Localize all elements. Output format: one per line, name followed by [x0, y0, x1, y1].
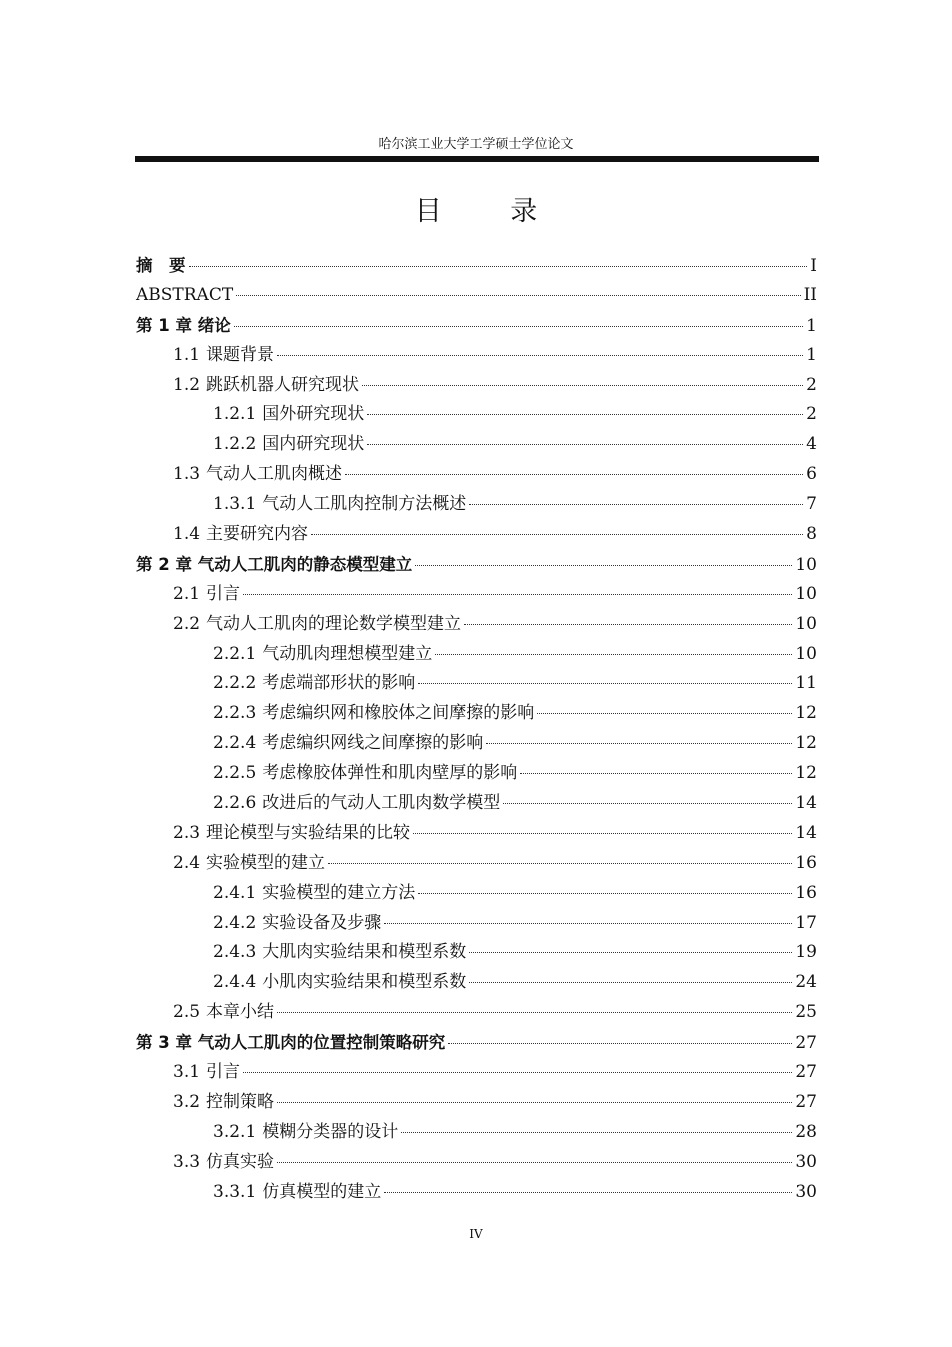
page-number: IV: [469, 1227, 483, 1241]
toc-entry: [136, 1028, 817, 1058]
toc-entry-number: 第 3 章: [136, 1033, 192, 1053]
toc-leader-dots: [311, 534, 803, 535]
toc-entry-page: 24: [795, 972, 817, 993]
toc-entry-page: 10: [795, 643, 817, 664]
toc-entry-text: 气动人工肌肉概述: [206, 464, 343, 485]
toc-entry-text: 主要研究内容: [206, 524, 309, 545]
toc-entry-number: 2.2.1: [213, 643, 257, 664]
toc-leader-dots: [384, 923, 792, 924]
toc-entry-page: 14: [795, 793, 817, 814]
toc-leader-dots: [243, 594, 792, 595]
toc-entry-page: 10: [795, 613, 817, 634]
toc-entry: [136, 1058, 817, 1088]
toc-entry-number: 2.2.5: [213, 763, 257, 784]
toc-entry-number: 第 1 章: [136, 315, 192, 335]
toc-leader-dots: [503, 803, 792, 804]
toc-entry-number: 3.2: [173, 1091, 201, 1112]
toc-leader-dots: [367, 444, 803, 445]
toc-entry-number: 2.2.4: [213, 733, 257, 754]
toc-entry-page: 25: [795, 1002, 817, 1023]
toc-entry-number: 2.2.3: [213, 703, 257, 724]
toc-leader-dots: [367, 414, 803, 415]
toc-entry: [136, 251, 817, 281]
toc-entry-number: 1.4: [173, 524, 201, 545]
toc-entry-title: [173, 998, 274, 1028]
toc-entry-title: [213, 909, 381, 939]
toc-entry-title: [213, 430, 364, 460]
toc-entry-text: 气动人工肌肉的静态模型建立: [197, 554, 413, 574]
toc-entry-text: 大肌肉实验结果和模型系数: [262, 942, 467, 963]
toc-entry-page: 7: [806, 494, 817, 515]
toc-entry-page: 8: [806, 524, 817, 545]
toc-entry-title: [213, 699, 534, 729]
toc-leader-dots: [243, 1072, 792, 1073]
toc-leader-dots: [418, 893, 792, 894]
toc-leader-dots: [236, 295, 800, 296]
table-of-contents: [136, 251, 817, 1208]
toc-entry-page: 19: [795, 942, 817, 963]
toc-entry: [136, 281, 817, 311]
toc-entry-number: 2.4.1: [213, 882, 257, 903]
toc-entry-page: I: [810, 256, 817, 276]
toc-entry-text: 实验设备及步骤: [262, 912, 382, 933]
toc-leader-dots: [418, 683, 792, 684]
toc-entry-text: 气动人工肌肉的理论数学模型建立: [206, 613, 462, 634]
toc-entry-page: 14: [795, 822, 817, 843]
toc-entry: [136, 968, 817, 998]
toc-entry: [136, 909, 817, 939]
toc-entry: [136, 819, 817, 849]
toc-entry-text: 跳跃机器人研究现状: [206, 374, 360, 395]
toc-entry-title: [173, 849, 325, 879]
toc-entry-title: [173, 819, 410, 849]
toc-entry: [136, 341, 817, 371]
toc-entry-page: 6: [806, 464, 817, 485]
toc-leader-dots: [469, 952, 792, 953]
toc-entry: [136, 729, 817, 759]
toc-entry-page: 28: [795, 1121, 817, 1142]
toc-entry-title: [173, 460, 342, 490]
toc-entry-number: 3.1: [173, 1062, 201, 1083]
toc-leader-dots: [277, 355, 803, 356]
toc-entry-title: [213, 1118, 398, 1148]
toc-entry-title: [213, 789, 500, 819]
toc-entry-page: 12: [795, 763, 817, 784]
toc-entry-text: 模糊分类器的设计: [262, 1121, 399, 1142]
toc-leader-dots: [469, 982, 792, 983]
toc-entry-text: 仿真实验: [206, 1151, 275, 1172]
toc-leader-dots: [413, 833, 792, 834]
toc-entry-page: 27: [795, 1033, 817, 1054]
toc-entry-title: [173, 341, 274, 371]
toc-entry-text: 考虑编织网线之间摩擦的影响: [262, 733, 484, 754]
toc-entry-title: [173, 371, 359, 401]
toc-entry-page: 16: [795, 852, 817, 873]
toc-entry-number: 3.2.1: [213, 1121, 257, 1142]
toc-entry-text: 小肌肉实验结果和模型系数: [262, 972, 467, 993]
toc-entry: [136, 400, 817, 430]
toc-entry-title: [213, 968, 466, 998]
toc-entry-title: [136, 281, 233, 311]
toc-entry-title: [213, 879, 415, 909]
toc-leader-dots: [401, 1132, 792, 1133]
toc-entry-number: 2.4: [173, 852, 201, 873]
toc-entry-number: 2.3: [173, 822, 201, 843]
toc-entry-text: 考虑橡胶体弹性和肌肉壁厚的影响: [262, 763, 518, 784]
toc-entry-page: 17: [795, 912, 817, 933]
toc-entry-page: II: [803, 284, 817, 305]
toc-leader-dots: [415, 565, 792, 566]
toc-leader-dots: [277, 1102, 792, 1103]
toc-entry-page: 1: [806, 344, 817, 365]
toc-entry-text: 引言: [206, 1062, 241, 1083]
toc-entry-page: 12: [795, 703, 817, 724]
toc-entry-page: 27: [795, 1091, 817, 1112]
toc-entry-title: [173, 1058, 240, 1088]
toc-entry-page: 2: [806, 374, 817, 395]
toc-leader-dots: [464, 624, 792, 625]
toc-entry-text: 仿真模型的建立: [262, 1181, 382, 1202]
toc-entry-title: [213, 400, 364, 430]
toc-entry-number: 2.1: [173, 583, 201, 604]
toc-entry-text: 实验模型的建立方法: [262, 882, 416, 903]
toc-entry-number: 2.2: [173, 613, 201, 634]
toc-leader-dots: [345, 474, 803, 475]
toc-entry: [136, 640, 817, 670]
running-header: 哈尔滨工业大学工学硕士学位论文: [378, 137, 574, 152]
toc-entry-number: 3.3.1: [213, 1181, 257, 1202]
toc-leader-dots: [234, 326, 803, 327]
toc-entry: [136, 759, 817, 789]
toc-entry: [136, 311, 817, 341]
toc-entry: [136, 849, 817, 879]
toc-leader-dots: [362, 385, 803, 386]
toc-entry-text: 实验模型的建立: [206, 852, 326, 873]
toc-entry-text: 考虑编织网和橡胶体之间摩擦的影响: [262, 703, 535, 724]
toc-leader-dots: [469, 504, 803, 505]
toc-entry-text: 绪论: [197, 315, 231, 335]
toc-entry: [136, 550, 817, 580]
toc-leader-dots: [277, 1012, 792, 1013]
toc-entry-title: [136, 550, 412, 580]
toc-entry-text: 国外研究现状: [262, 404, 365, 425]
toc-entry-text: 气动人工肌肉控制方法概述: [262, 494, 467, 515]
toc-entry-text: 考虑端部形状的影响: [262, 673, 416, 694]
toc-entry-page: 2: [806, 404, 817, 425]
toc-entry-number: 1.3: [173, 464, 201, 485]
toc-entry: [136, 610, 817, 640]
toc-entry-title: [173, 520, 308, 550]
toc-entry-title: [213, 938, 466, 968]
toc-entry-page: 12: [795, 733, 817, 754]
toc-entry-title: [136, 251, 186, 281]
toc-title: 目 录: [414, 196, 568, 227]
toc-entry-page: 30: [795, 1151, 817, 1172]
toc-entry-number: 第 2 章: [136, 554, 192, 574]
toc-entry: [136, 1178, 817, 1208]
toc-entry-page: 10: [795, 583, 817, 604]
toc-entry-page: 11: [795, 673, 817, 694]
toc-entry-title: [213, 669, 415, 699]
toc-leader-dots: [189, 266, 808, 267]
toc-entry-text: 摘 要: [136, 256, 186, 275]
toc-entry-number: 3.3: [173, 1151, 201, 1172]
toc-leader-dots: [328, 863, 792, 864]
toc-entry-page: 10: [795, 554, 817, 575]
toc-entry-title: [213, 729, 483, 759]
toc-entry-number: 2.5: [173, 1002, 201, 1023]
toc-entry-number: 1.1: [173, 344, 201, 365]
toc-entry-text: 引言: [206, 583, 241, 604]
toc-entry: [136, 490, 817, 520]
toc-entry-number: 2.4.4: [213, 972, 257, 993]
toc-entry-page: 1: [806, 315, 817, 336]
toc-entry: [136, 879, 817, 909]
toc-leader-dots: [520, 773, 792, 774]
toc-entry: [136, 938, 817, 968]
header-rule: [135, 156, 819, 162]
toc-entry-text: 气动肌肉理想模型建立: [262, 643, 433, 664]
toc-entry-number: 2.4.2: [213, 912, 257, 933]
toc-entry-text: 控制策略: [206, 1091, 275, 1112]
toc-entry-title: [213, 640, 432, 670]
toc-entry-number: 2.2.6: [213, 793, 257, 814]
toc-entry-number: 2.4.3: [213, 942, 257, 963]
toc-entry-page: 4: [806, 434, 817, 455]
toc-entry-text: 改进后的气动人工肌肉数学模型: [262, 793, 501, 814]
toc-entry: [136, 520, 817, 550]
toc-entry-page: 30: [795, 1181, 817, 1202]
toc-entry: [136, 789, 817, 819]
toc-leader-dots: [277, 1162, 792, 1163]
toc-leader-dots: [384, 1192, 792, 1193]
toc-leader-dots: [486, 743, 792, 744]
toc-entry: [136, 371, 817, 401]
toc-entry-number: 1.2.2: [213, 434, 257, 455]
toc-entry-title: [173, 610, 461, 640]
toc-entry-text: ABSTRACT: [136, 284, 234, 305]
toc-entry: [136, 580, 817, 610]
toc-entry-title: [136, 311, 231, 341]
toc-entry: [136, 1088, 817, 1118]
toc-entry-text: 气动人工肌肉的位置控制策略研究: [197, 1033, 446, 1053]
toc-entry-number: 2.2.2: [213, 673, 257, 694]
toc-entry: [136, 1118, 817, 1148]
toc-entry: [136, 430, 817, 460]
toc-entry: [136, 998, 817, 1028]
toc-entry-title: [136, 1028, 445, 1058]
toc-entry-title: [213, 490, 466, 520]
toc-entry: [136, 669, 817, 699]
toc-entry-text: 课题背景: [206, 344, 275, 365]
toc-entry-title: [173, 580, 240, 610]
toc-entry-page: 27: [795, 1062, 817, 1083]
toc-entry-title: [173, 1148, 274, 1178]
toc-entry-text: 国内研究现状: [262, 434, 365, 455]
toc-entry: [136, 460, 817, 490]
toc-entry: [136, 699, 817, 729]
toc-leader-dots: [435, 654, 792, 655]
toc-entry-title: [213, 759, 517, 789]
toc-leader-dots: [448, 1043, 792, 1044]
toc-entry-number: 1.2: [173, 374, 201, 395]
toc-leader-dots: [537, 713, 792, 714]
toc-entry-number: 1.3.1: [213, 494, 257, 515]
toc-entry-text: 本章小结: [206, 1002, 275, 1023]
toc-entry: [136, 1148, 817, 1178]
toc-entry-title: [213, 1178, 381, 1208]
toc-entry-page: 16: [795, 882, 817, 903]
toc-entry-title: [173, 1088, 274, 1118]
toc-entry-text: 理论模型与实验结果的比较: [206, 822, 411, 843]
toc-entry-number: 1.2.1: [213, 404, 257, 425]
